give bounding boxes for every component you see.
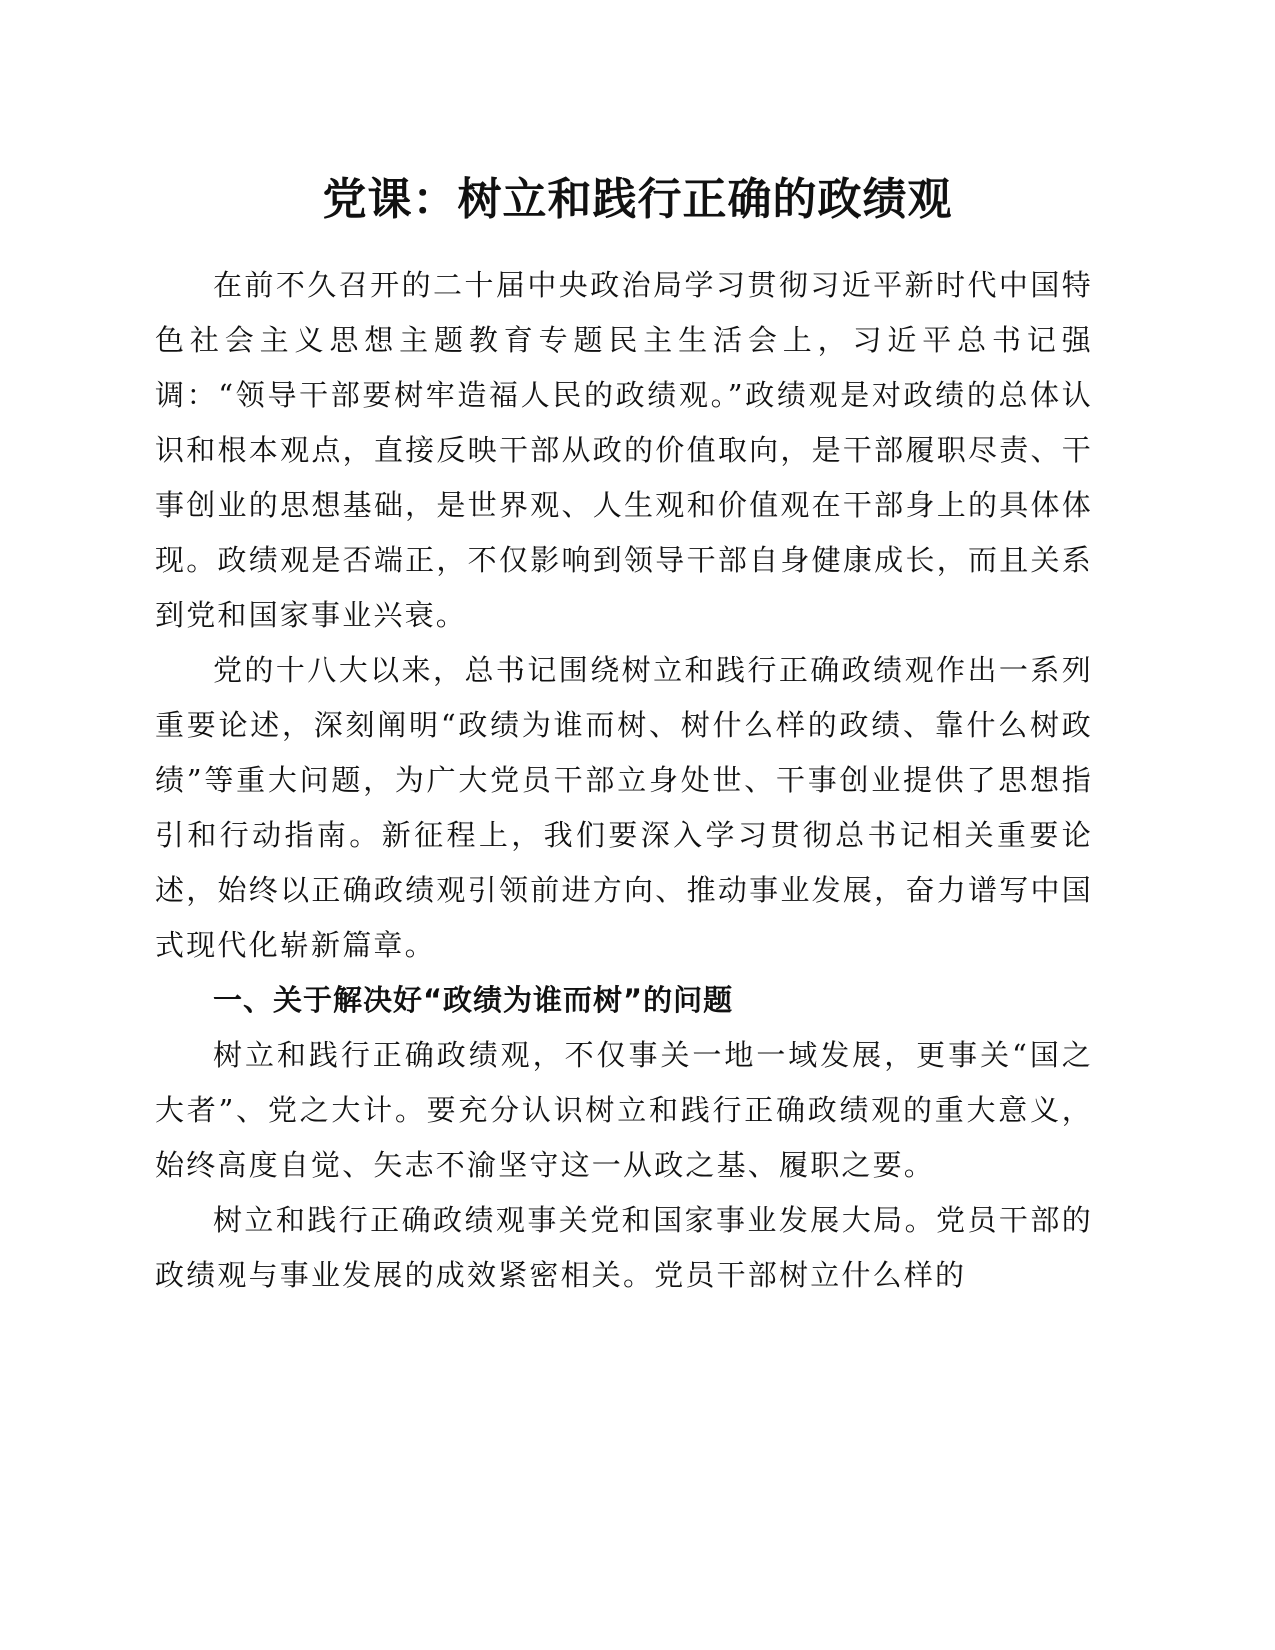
paragraph-section-1-intro: 树立和践行正确政绩观，不仅事关一地一域发展，更事关“国之大者”、党之大计。要充分认识树立和践行正确政绩观的重大意义，始终高度自觉、矢志不渝坚守这一从政之基、履职之要。: [155, 1038, 1093, 1182]
paragraph-overview: 党的十八大以来，总书记围绕树立和践行正确政绩观作出一系列重要论述，深刻阐明“政绩为谁而树、树什么样的政绩、靠什么树政绩”等重大问题，为广大党员干部立身处世、干事创业提供了思想指引和行动指南。新征程上，我们要深入学习贯彻总书记相关重要论述，始终以正确政绩观引领前进方向、推动事业发展，奋力谱写中国式现代化崭新篇章。: [155, 653, 1093, 962]
document-title: 党课：树立和践行正确的政绩观: [322, 174, 953, 225]
section-heading-1: 一、关于解决好“政绩为谁而树”的问题: [213, 983, 734, 1017]
document-body: [155, 258, 1093, 1303]
paragraph-section-1-point: 树立和践行正确政绩观事关党和国家事业发展大局。党员干部的政绩观与事业发展的成效紧密相关。党员干部树立什么样的: [155, 1203, 1093, 1292]
paragraph-intro: 在前不久召开的二十届中央政治局学习贯彻习近平新时代中国特色社会主义思想主题教育专题民主生活会上，习近平总书记强调：“领导干部要树牢造福人民的政绩观。”政绩观是对政绩的总体认识和根本观点，直接反映干部从政的价值取向，是干部履职尽责、干事创业的思想基础，是世界观、人生观和价值观在干部身上的具体体现。政绩观是否端正，不仅影响到领导干部自身健康成长，而且关系到党和国家事业兴衰。: [155, 268, 1093, 632]
